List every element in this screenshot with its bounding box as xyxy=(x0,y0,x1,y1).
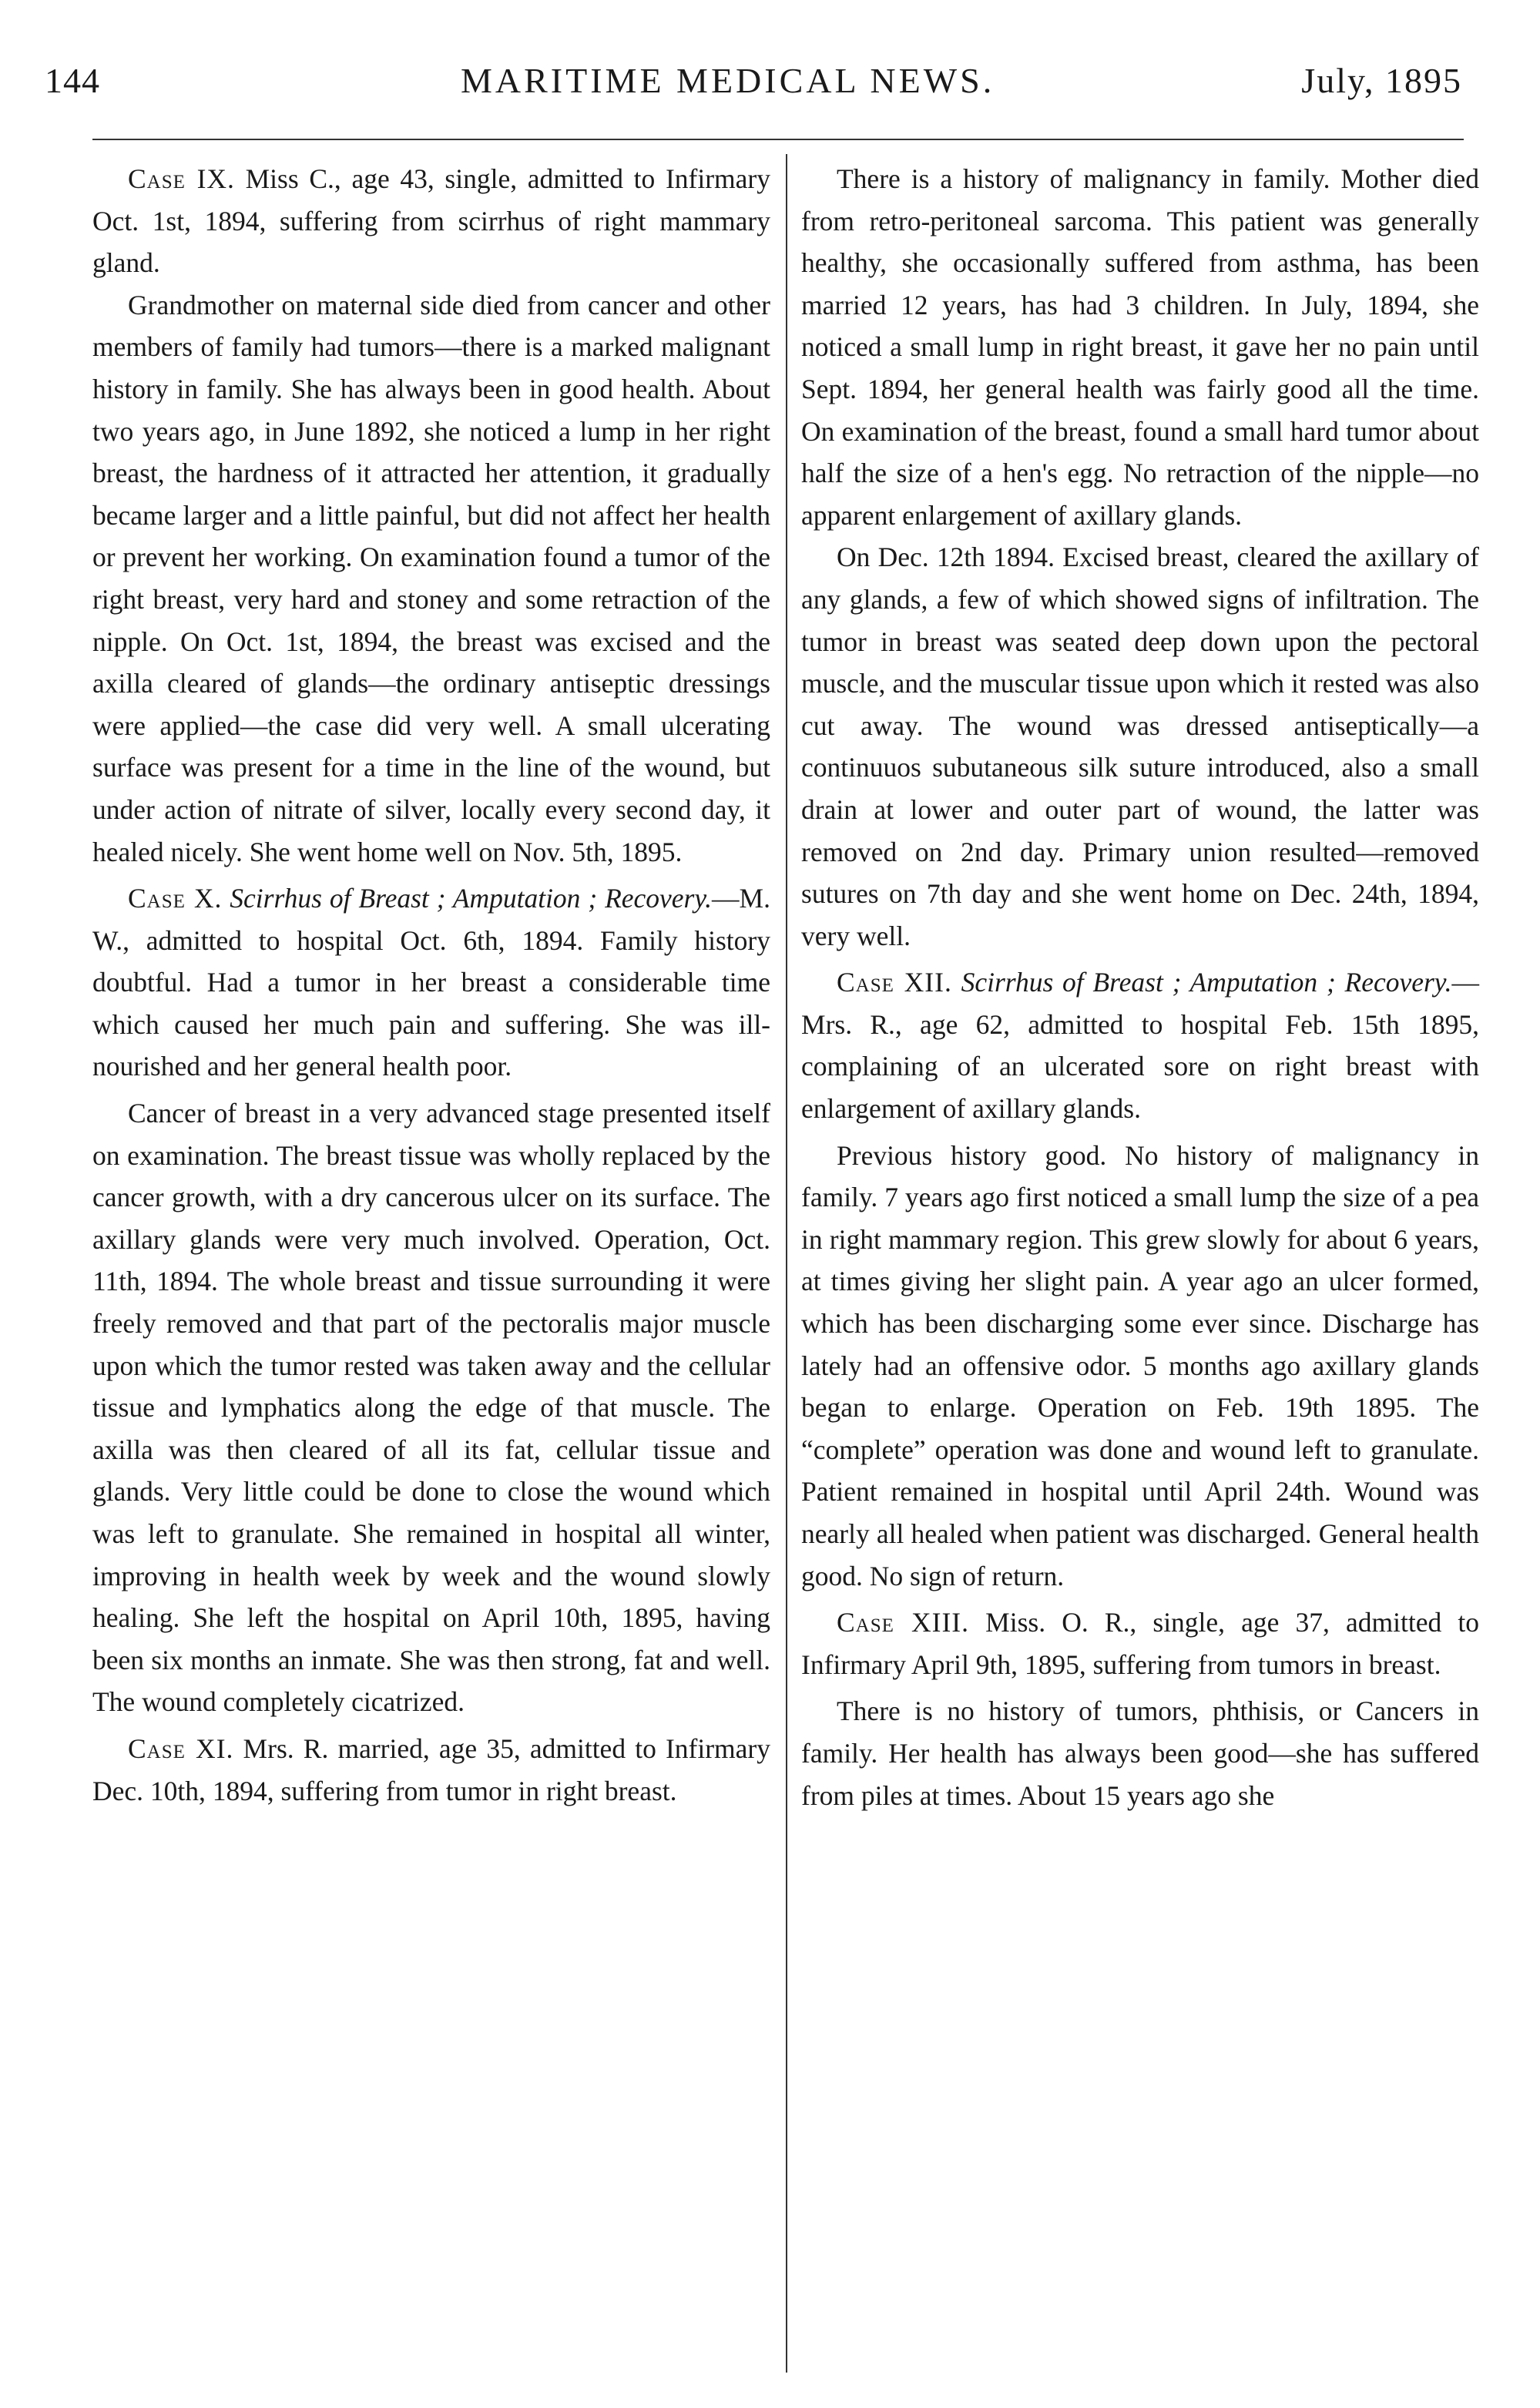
page-number: 144 xyxy=(45,61,100,100)
case-xi-paragraph xyxy=(92,1728,770,1812)
case-xii-text: —Mrs. R., age 62, admitted to hospital Feb. 15th 1895, complaining of an ulcerated sore on right breast with enlargement of axillary glands. xyxy=(801,967,1479,1125)
case-xii-label: Case XII. xyxy=(837,967,952,998)
case-x-operation-paragraph: Cancer of breast in a very advanced stage presented itself on examination. The breast tissue was wholly replaced by the cancer growth, with a dry cancerous ulcer on its surface. The axillary glands were very much involved. Operation, Oct. 11th, 1894. The whole breast and tissue surrounding it were freely removed and that part of the pectoralis major muscle upon which the tumor rested was taken away and the cellular tissue and lymphatics along the edge of that muscle. The axilla was then cleared of all its fat, cellular tissue and glands. Very little could be done to close the wound which was left to granulate. She remained in hospital all winter, improving in health week by week and the wound slowly healing. She left the hospital on April 10th, 1895, having been six months an inmate. She was then strong, fat and well. The wound completely cicatrized. xyxy=(92,1098,770,1718)
journal-title: MARITIME MEDICAL NEWS. xyxy=(461,61,995,100)
case-ix-label: Case IX. xyxy=(128,163,235,194)
case-x-text: —M. W., admitted to hospital Oct. 6th, 1894. Family history doubtful. Had a tumor in her breast a considerable time which caused her much pain and suffering. She was ill-nourished and her general health poor. xyxy=(92,883,770,1082)
case-xiii-text: Miss. O. R., single, age 37, admitted to Infirmary April 9th, 1895, suffering from tumors in breast. xyxy=(801,1607,1480,1680)
case-x-label: Case X. xyxy=(128,883,223,914)
case-x-paragraph xyxy=(92,877,770,1088)
case-ix-paragraph xyxy=(92,158,770,284)
header-rule xyxy=(92,139,1464,140)
case-xi-text: Mrs. R. married, age 35, admitted to Infirmary Dec. 10th, 1894, suffering from tumor in right breast. xyxy=(92,1732,771,1806)
case-xiii-paragraph xyxy=(801,1601,1479,1685)
column-divider xyxy=(786,154,787,2373)
page-header xyxy=(45,60,1462,109)
case-xiii-label: Case XIII. xyxy=(837,1607,970,1638)
case-ix-text: Miss C., age 43, single, admitted to Infirmary Oct. 1st, 1894, suffering from scirrhus of right mammary gland. xyxy=(92,163,770,279)
case-ix-history-paragraph: Grandmother on maternal side died from cancer and other members of family had tumors—there is a marked malignant history in family. She has always been in good health. About two years ago, in June 1892, she noticed a lump in her right breast, the hardness of it attracted her attention, it gradually became larger and a little painful, but did not affect her health or prevent her working. On examination found a tumor of the right breast, very hard and stoney and some retraction of the nipple. On Oct. 1st, 1894, the breast was excised and the axilla cleared of glands—the ordinary antiseptic dressings were applied—the case did very well. A small ulcerating surface was present for a time in the line of the wound, but under action of nitrate of silver, locally every second day, it healed nicely. She went home well on Nov. 5th, 1895. xyxy=(92,289,770,867)
case-xi-history-paragraph: There is a history of malignancy in family. Mother died from retro-peritoneal sarcoma. This patient was generally healthy, she occasionally suffered from asthma, has been married 12 years, has had 3 children. In July, 1894, she noticed a small lump in right breast, it gave her no pain until Sept. 1894, her general health was fairly good all the time. On examination of the breast, found a small hard tumor about half the size of a hen's egg. No retraction of the nipple—no apparent enlargement of axillary glands. xyxy=(801,163,1479,531)
case-xiii-history-paragraph: There is no history of tumors, phthisis, or Cancers in family. Her health has always been good—she has suffered from piles at times. About 15 years ago she xyxy=(801,1695,1479,1811)
case-xii-history-paragraph: Previous history good. No history of malignancy in family. 7 years ago first noticed a small lump the size of a pea in right mammary region. This grew slowly for about 6 years, at times giving her slight pain. A year ago an ulcer formed, which has been discharging some ever since. Discharge has lately had an offensive odor. 5 months ago axillary glands began to enlarge. Operation on Feb. 19th 1895. The “complete” operation was done and wound left to granulate. Patient remained in hospital until April 24th. Wound was nearly all healed when patient was discharged. General health good. No sign of return. xyxy=(801,1139,1479,1591)
case-xii-paragraph xyxy=(801,961,1479,1129)
case-x-title: Scirrhus of Breast ; Amputation ; Recovery. xyxy=(222,883,713,914)
issue-date: July, 1895 xyxy=(1301,61,1462,100)
case-xii-title: Scirrhus of Breast ; Amputation ; Recovery. xyxy=(951,967,1452,998)
case-xi-operation-paragraph: On Dec. 12th 1894. Excised breast, cleared the axillary of any glands, a few of which showed signs of infiltration. The tumor in breast was seated deep down upon the pectoral muscle, and the muscular tissue upon which it rested was also cut away. The wound was dressed antiseptically—a continuuos subutaneous silk suture introduced, also a small drain at lower and outer part of wound, the latter was removed on 2nd day. Primary union resulted—removed sutures on 7th day and she went home on Dec. 24th, 1894, very well. xyxy=(801,542,1479,951)
left-column xyxy=(92,158,770,1812)
case-xi-label: Case XI. xyxy=(128,1732,234,1764)
right-column xyxy=(801,158,1479,1816)
